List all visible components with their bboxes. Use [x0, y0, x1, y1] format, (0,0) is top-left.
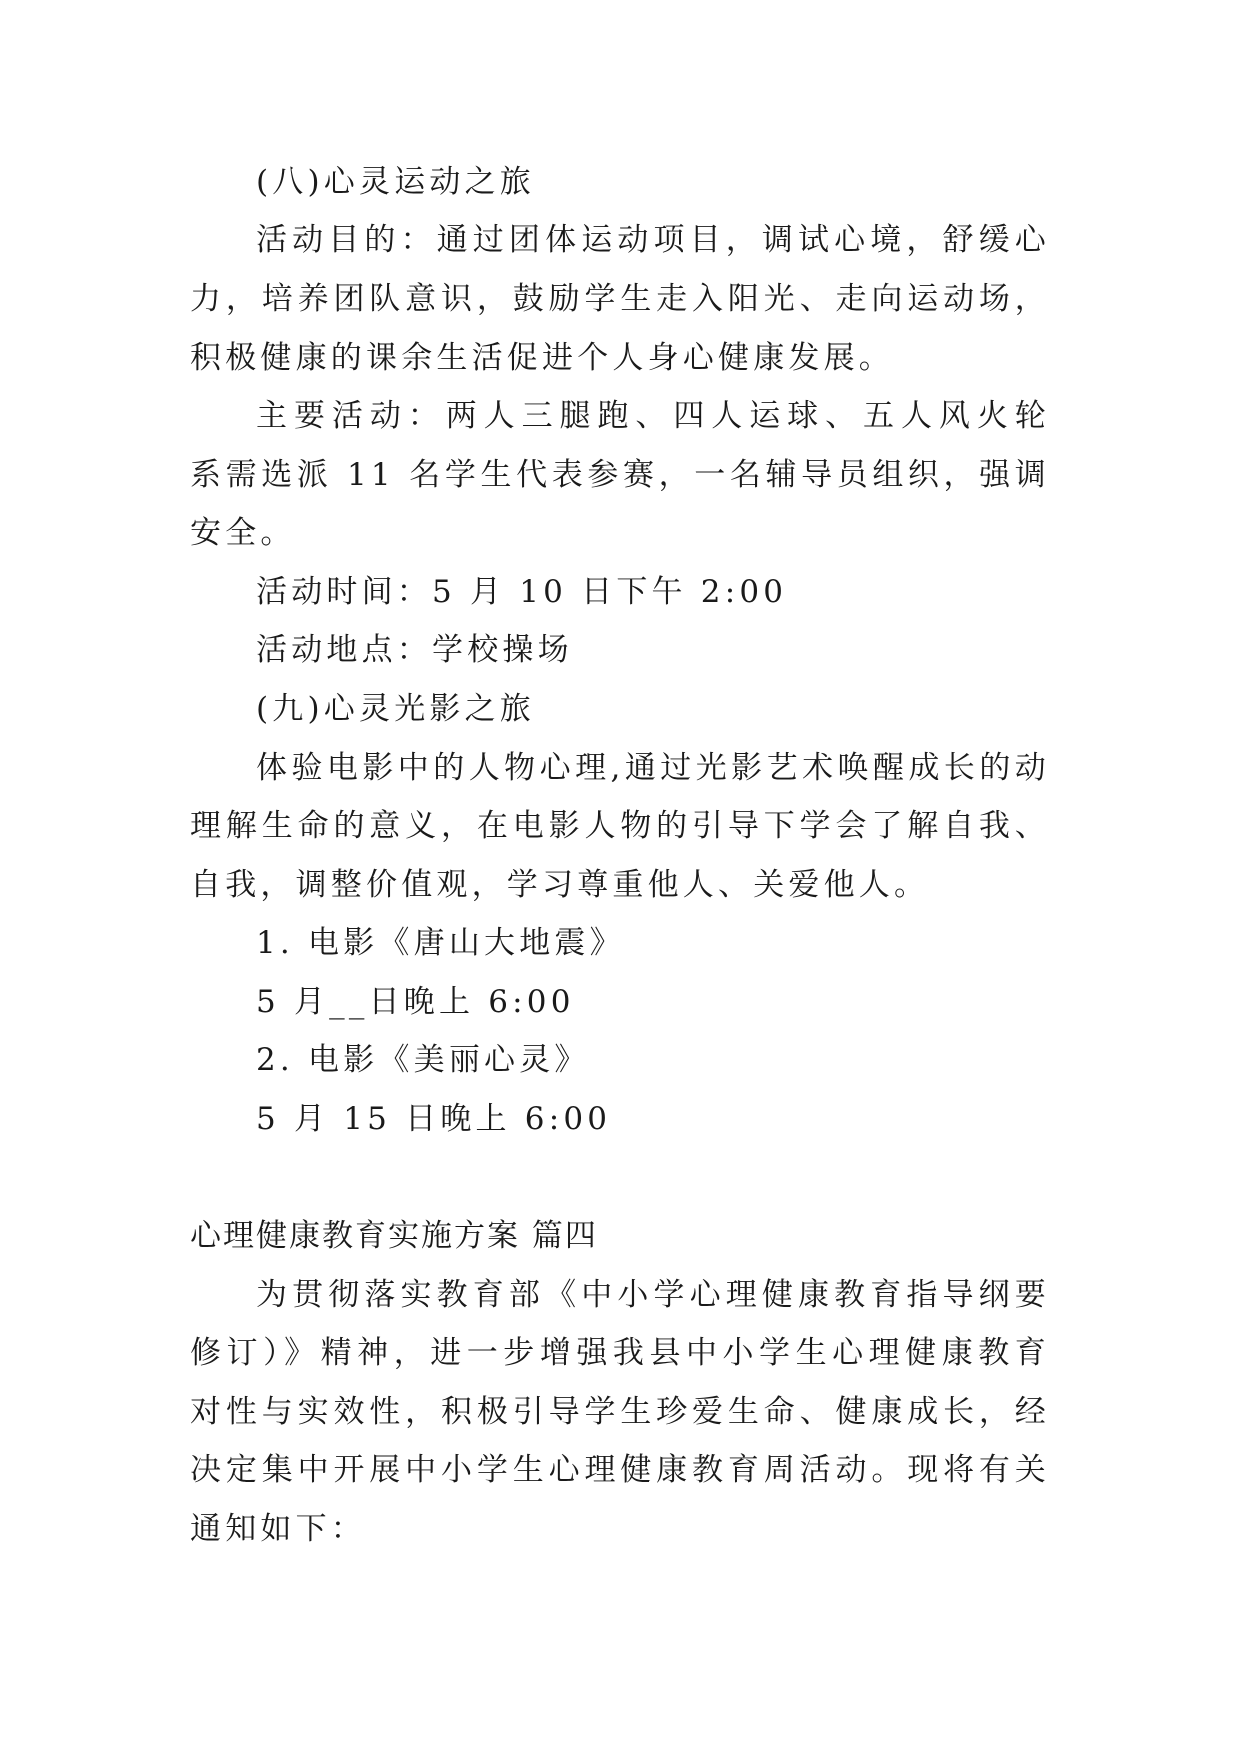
part-4-heading: 心理健康教育实施方案 篇四	[190, 1218, 598, 1254]
section-9-desc-line-3: 自我，调整价值观，学习尊重他人、关爱他人。	[190, 867, 930, 903]
section-8-purpose-line-1: 活动目的：通过团体运动项目，调试心境，舒缓心	[256, 222, 1050, 258]
part-4-intro-line-4: 决定集中开展中小学生心理健康教育周活动。现将有关	[190, 1452, 1050, 1488]
section-8-main-line-1: 主要活动：两人三腿跑、四人运球、五人风火轮	[256, 398, 1050, 434]
section-8-main-line-2: 系需选派 11 名学生代表参赛，一名辅导员组织，强调	[190, 457, 1050, 493]
section-8-main-line-3: 安全。	[190, 515, 296, 551]
movie-1-time: 5 月__日晚上 6:00	[256, 984, 575, 1020]
section-8-purpose-line-2: 力，培养团队意识，鼓励学生走入阳光、走向运动场，	[190, 281, 1050, 317]
movie-2-title: 2. 电影《美丽心灵》	[256, 1042, 590, 1078]
section-9-title: (九)心灵光影之旅	[256, 691, 535, 727]
part-4-intro-line-1: 为贯彻落实教育部《中小学心理健康教育指导纲要	[256, 1277, 1050, 1313]
section-9-desc-line-1: 体验电影中的人物心理,通过光影艺术唤醒成长的动	[256, 750, 1050, 786]
part-4-intro-line-3: 对性与实效性，积极引导学生珍爱生命、健康成长，经	[190, 1394, 1050, 1430]
part-4-intro-line-2: 修订）》精神，进一步增强我县中小学生心理健康教育	[190, 1335, 1050, 1371]
section-8-purpose-line-3: 积极健康的课余生活促进个人身心健康发展。	[190, 340, 894, 376]
section-8-time: 活动时间：5 月 10 日下午 2:00	[256, 574, 788, 610]
section-8-place: 活动地点：学校操场	[256, 632, 573, 668]
section-9-desc-line-2: 理解生命的意义，在电影人物的引导下学会了解自我、	[190, 808, 1050, 844]
movie-2-time: 5 月 15 日晚上 6:00	[256, 1101, 612, 1137]
section-8-title: (八)心灵运动之旅	[256, 164, 535, 200]
movie-1-title: 1. 电影《唐山大地震》	[256, 925, 625, 961]
part-4-intro-line-5: 通知如下：	[190, 1511, 366, 1547]
